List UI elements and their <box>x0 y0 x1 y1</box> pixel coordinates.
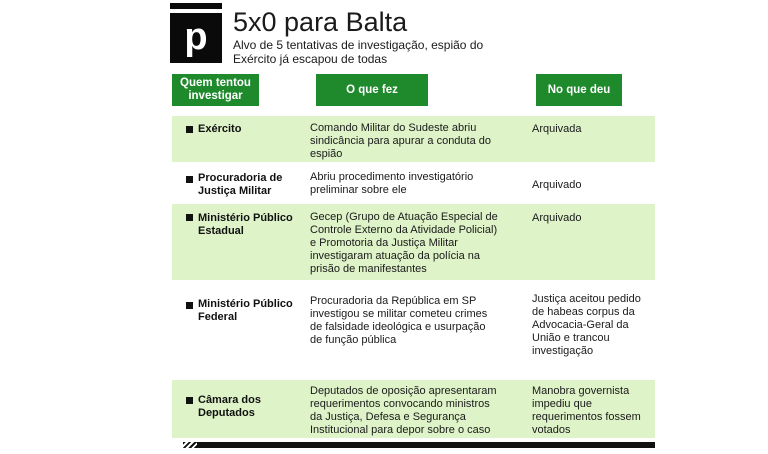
column-header-result: No que deu <box>536 74 622 106</box>
bullet-square-icon <box>186 126 193 133</box>
logo-letter: p <box>184 16 208 58</box>
row-what: Abriu procedimento investigatório preliminar sobre ele <box>310 171 474 196</box>
row-what: Gecep (Grupo de Atuação Especial de Controle Externo da Atividade Policial) e Promotoria da Justiça Militar investigaram atuação da polícia na prisão de manifestantes <box>310 211 498 275</box>
row-who: Procuradoria de Justiça Militar <box>198 172 283 197</box>
page-subtitle: Alvo de 5 tentativas de investigação, espião do Exército já escapou de todas <box>233 38 484 66</box>
table-row <box>172 204 655 280</box>
row-what: Comando Militar do Sudeste abriu sindicância para apurar a conduta do espião <box>310 122 492 160</box>
bullet-square-icon <box>186 302 193 309</box>
bottom-divider <box>183 442 655 448</box>
publication-logo <box>170 3 222 63</box>
table-row <box>172 380 655 438</box>
column-header-who: Quem tentou investigar <box>172 74 259 106</box>
row-who: Exército <box>198 123 242 135</box>
row-what: Deputados de oposição apresentaram requerimentos convocando ministros da Justiça, Defesa e Segurança Institucional para depor sobre o caso <box>310 385 497 436</box>
logo-bar <box>170 9 222 13</box>
row-result: Arquivado <box>532 212 582 224</box>
row-who: Ministério Público Federal <box>198 298 293 323</box>
row-what: Procuradoria da República em SP investigou se militar cometeu crimes de falsidade ideológica e usurpação de função pública <box>310 295 488 346</box>
row-result: Justiça aceitou pedido de habeas corpus da Advocacia-Geral da União e trancou investigação <box>532 293 641 357</box>
row-who: Câmara dos Deputados <box>198 394 261 419</box>
bullet-square-icon <box>186 214 193 221</box>
bullet-square-icon <box>186 176 193 183</box>
table-row <box>172 290 655 366</box>
table-row <box>172 166 655 200</box>
page-title: 5x0 para Balta <box>233 7 408 37</box>
row-result: Arquivada <box>532 123 582 135</box>
bullet-square-icon <box>186 397 193 404</box>
row-result: Arquivado <box>532 179 582 191</box>
divider-hatch <box>183 442 197 448</box>
row-result: Manobra governista impediu que requerimentos fossem votados <box>532 385 641 436</box>
column-header-what: O que fez <box>316 74 428 106</box>
row-who: Ministério Público Estadual <box>198 212 293 237</box>
table-row <box>172 116 655 162</box>
